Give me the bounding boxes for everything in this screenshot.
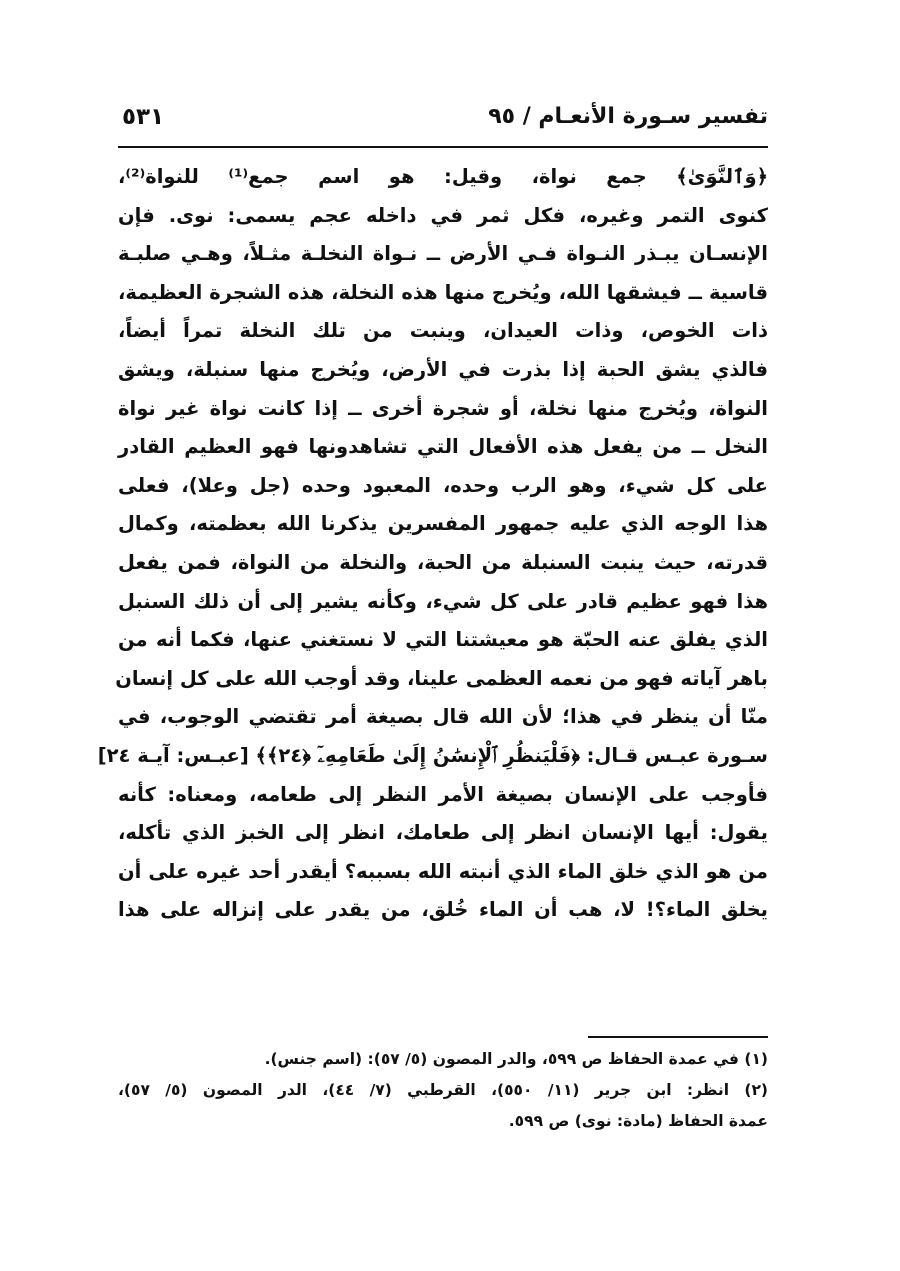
text-line: هذا الوجه الذي عليه جمهور المفسرين يذكرنا الله بعظمته، وكمال (118, 512, 768, 536)
page-number: ٥٣١ (122, 104, 165, 130)
text-line: سـورة عبـس قـال: ﴿فَلْيَنظُرِ ٱلْإِنسَٰنُ إِلَىٰ طَعَامِهِۦٓ ﴿٢٤﴾﴾ [عبـس: آيـة ٢٤] (97, 743, 768, 767)
header-title: تفسير سـورة الأنعـام / ٩٥ (488, 104, 768, 129)
text-line: قدرته، حيث ينبت السنبلة من الحبة، والنخلة من النواة، فمن يفعل (118, 550, 768, 574)
footnote-divider (588, 1036, 768, 1038)
text-line: باهر آياته فهو من نعمه العظمى علينا، وقد أوجب الله على كل إنسان (115, 666, 768, 690)
body-text (97, 158, 769, 930)
footnote-2-continuation: عمدة الحفاظ (مادة: نوى) ص ٥٩٩. (508, 1112, 768, 1130)
text-line: هذا فهو عظيم قادر على كل شيء، وكأنه يشير إلى أن ذلك السنبل (118, 589, 768, 613)
text-line: النواة، ويُخرج منها نخلة، أو شجرة أخرى ــ إذا كانت نواة غير نواة (118, 396, 768, 420)
text-line: فالذي يشق الحبة إذا بذرت في الأرض، ويُخرج منها سنبلة، ويشق (118, 357, 768, 381)
text-line: فأوجب على الإنسان بصيغة الأمر النظر إلى طعامه، ومعناه: كأنه (118, 782, 768, 806)
text-line: كنوى التمر وغيره، فكل ثمر في داخله عجم يسمى: نوى. فإن (118, 203, 768, 227)
text-line: يخلق الماء؟! لا، هب أن الماء خُلق، من يقدر على إنزاله على هذا (118, 898, 768, 922)
text-line: ذات الخوص، وذات العيدان، وينبت من تلك النخلة تمراً أيضاً، (118, 319, 768, 343)
text-line: النخل ــ من يفعل هذه الأفعال التي تشاهدونها فهو العظيم القادر (118, 435, 768, 459)
footnote-2: (٢) انظر: ابن جرير (١١/ ٥٥٠)، القرطبي (٧/ ٤٤)، الدر المصون (٥/ ٥٧)، (118, 1081, 769, 1099)
text-line: من هو الذي خلق الماء الذي أنبته الله بسببه؟ أيقدر أحد غيره على أن (118, 859, 768, 883)
footnotes (118, 1044, 768, 1137)
header-divider (118, 146, 768, 148)
text-line: الذي يفلق عنه الحبّة هو معيشتنا التي لا نستغني عنها، فكما أنه من (118, 628, 768, 652)
footnote-1: (١) في عمدة الحفاظ ص ٥٩٩، والدر المصون (٥/ ٥٧): (اسم جنس). (264, 1050, 768, 1068)
running-header (118, 100, 768, 146)
text-line: ﴿وَٱلنَّوَىٰ﴾ جمع نواة، وقيل: هو اسم جمع⁽¹⁾ للنواة⁽²⁾، (118, 165, 769, 188)
text-line: قاسية ــ فيشقها الله، ويُخرج منها هذه النخلة، هذه الشجرة العظيمة، (118, 280, 768, 304)
text-line: يقول: أيها الإنسان انظر إلى طعامك، انظر إلى الخبز الذي تأكله، (118, 821, 768, 845)
text-line: منّا أن ينظر في هذا؛ لأن الله قال بصيغة أمر تقتضي الوجوب، في (118, 705, 768, 729)
text-line: الإنسـان يبـذر النـواة فـي الأرض ــ نـواة النخلـة مثـلاً، وهـي صلبـة (118, 242, 768, 266)
text-line: على كل شيء، وهو الرب وحده، المعبود وحده (جل وعلا)، فعلى (118, 473, 768, 497)
